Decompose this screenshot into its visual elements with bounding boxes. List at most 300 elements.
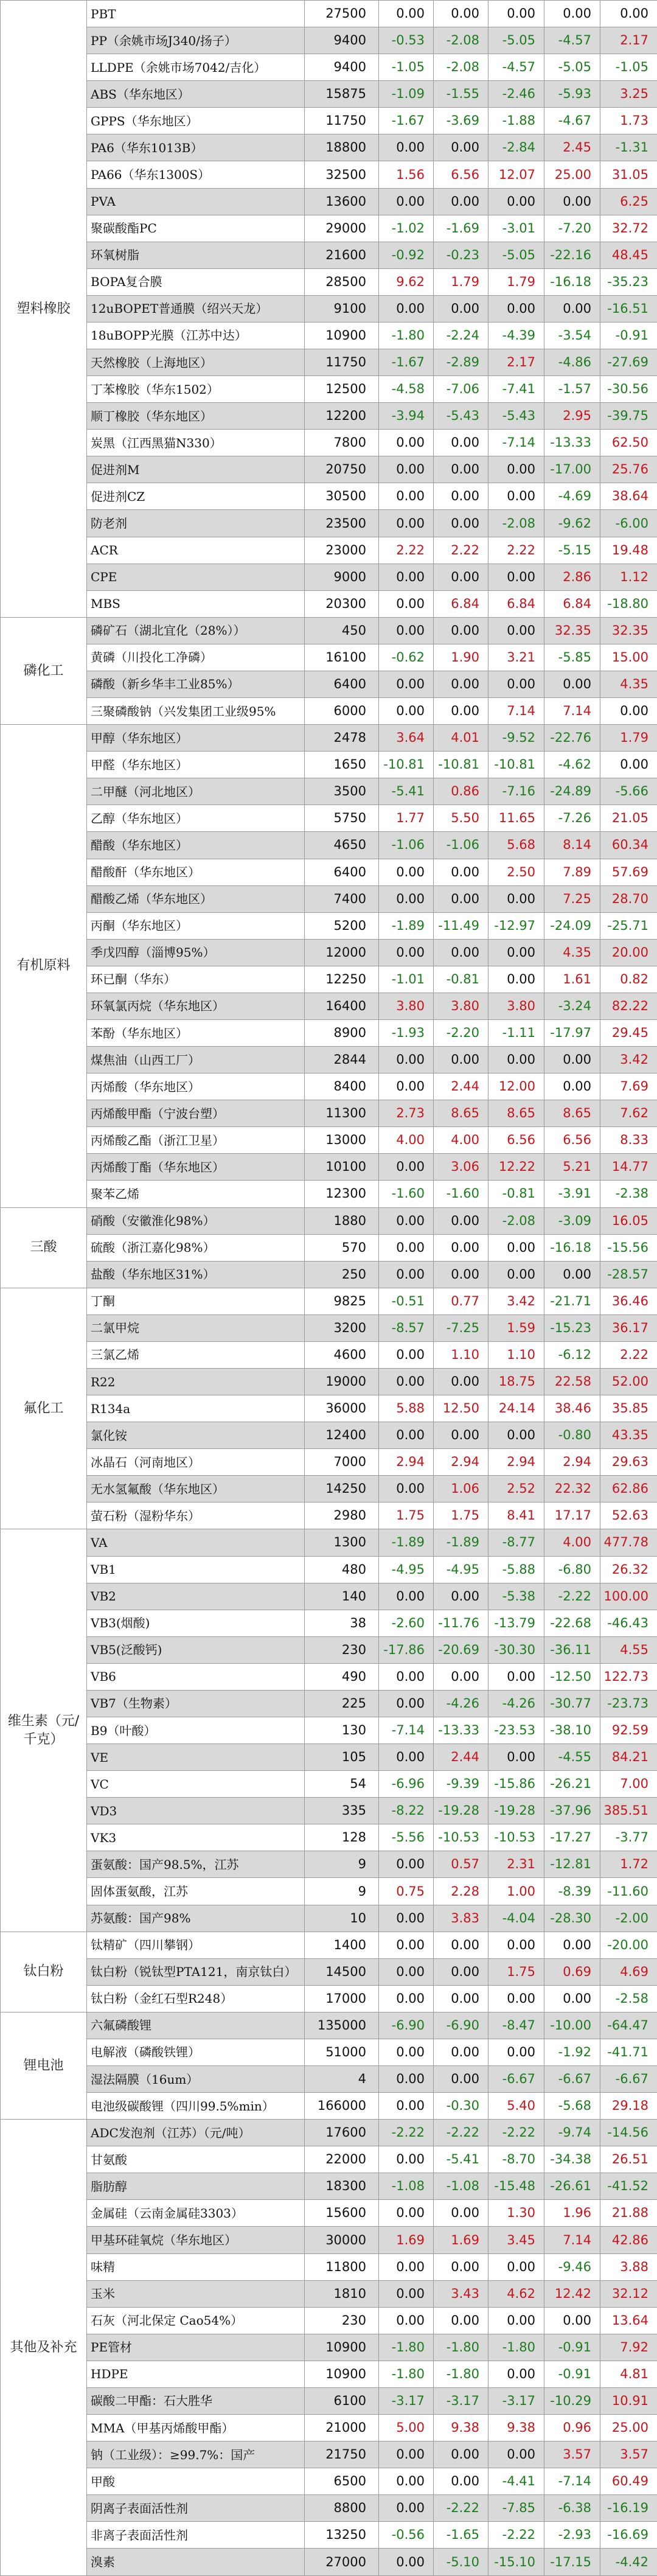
table-row <box>1 1529 657 1556</box>
change-d3: -5.43 <box>488 403 544 430</box>
price-value: 22000 <box>305 2146 379 2173</box>
change-d3: 0.00 <box>488 2442 544 2468</box>
change-d5: 84.21 <box>600 1744 657 1771</box>
change-d1: -5.56 <box>379 1824 434 1851</box>
product-name: MMA（甲基丙烯酸甲酯） <box>87 2415 305 2442</box>
price-value: 9400 <box>305 27 379 54</box>
change-d4: 2.94 <box>544 1449 600 1476</box>
change-d3: 0.00 <box>488 1663 544 1690</box>
change-d2: 9.38 <box>434 2415 488 2442</box>
change-d4: -3.24 <box>544 993 600 1019</box>
table-row <box>1 885 657 912</box>
change-d5: 1.73 <box>600 108 657 134</box>
product-name: 环氧树脂 <box>87 242 305 268</box>
change-d3: 2.94 <box>488 1449 544 1476</box>
change-d1: 0.00 <box>379 1341 434 1368</box>
price-value: 1810 <box>305 2280 379 2307</box>
change-d5: 15.00 <box>600 644 657 671</box>
product-name: VB3(烟酸) <box>87 1610 305 1636</box>
price-value: 11750 <box>305 108 379 134</box>
change-d3: -2.22 <box>488 2120 544 2146</box>
product-name: 溴素 <box>87 2549 305 2576</box>
change-d3: 5.68 <box>488 832 544 859</box>
change-d2: 0.00 <box>434 1422 488 1449</box>
change-d1: 0.00 <box>379 859 434 885</box>
change-d5: 4.35 <box>600 671 657 697</box>
product-name: VB1 <box>87 1556 305 1583</box>
change-d3: -30.30 <box>488 1636 544 1663</box>
change-d5: 0.00 <box>600 698 657 725</box>
price-value: 166000 <box>305 2093 379 2120</box>
change-d5: -6.67 <box>600 2066 657 2093</box>
price-value: 10100 <box>305 1154 379 1181</box>
change-d4: 0.00 <box>544 1047 600 1073</box>
table-row <box>1 1583 657 1610</box>
change-d1: -1.05 <box>379 54 434 81</box>
change-d5: -15.56 <box>600 1234 657 1261</box>
change-d4: -22.76 <box>544 725 600 752</box>
price-value: 36000 <box>305 1395 379 1422</box>
change-d5: 28.70 <box>600 885 657 912</box>
price-value: 5750 <box>305 805 379 832</box>
product-name: VB2 <box>87 1583 305 1610</box>
change-d5: 42.86 <box>600 2227 657 2253</box>
change-d3: -2.08 <box>488 510 544 537</box>
change-d5: -27.69 <box>600 349 657 376</box>
change-d3: -19.28 <box>488 1798 544 1824</box>
price-value: 10900 <box>305 322 379 349</box>
change-d3: 12.22 <box>488 1154 544 1181</box>
change-d3: 0.00 <box>488 1261 544 1288</box>
change-d2: 6.84 <box>434 590 488 617</box>
change-d2: -2.22 <box>434 2120 488 2146</box>
change-d2: 0.00 <box>434 2039 488 2065</box>
change-d5: -1.05 <box>600 54 657 81</box>
table-row <box>1 2280 657 2307</box>
change-d5: 52.00 <box>600 1368 657 1395</box>
change-d5: -46.43 <box>600 1610 657 1636</box>
change-d5: -2.38 <box>600 1181 657 1207</box>
change-d4: -5.15 <box>544 537 600 564</box>
table-row <box>1 617 657 644</box>
change-d1: 0.00 <box>379 2549 434 2576</box>
category-label: 其他及补充 <box>1 2120 87 2576</box>
table-row <box>1 1127 657 1154</box>
product-name: 甲醇（华东地区） <box>87 725 305 752</box>
table-row <box>1 1503 657 1529</box>
product-name: 醋酸（华东地区） <box>87 832 305 859</box>
price-value: 14500 <box>305 1958 379 1985</box>
price-value: 21750 <box>305 2442 379 2468</box>
change-d2: 0.00 <box>434 430 488 456</box>
change-d3: 3.80 <box>488 993 544 1019</box>
change-d4: 3.57 <box>544 2442 600 2468</box>
change-d4: -36.11 <box>544 1636 600 1663</box>
price-value: 1880 <box>305 1207 379 1234</box>
price-value: 23500 <box>305 510 379 537</box>
change-d3: -2.08 <box>488 1207 544 1234</box>
change-d5: 21.88 <box>600 2200 657 2227</box>
table-row <box>1 322 657 349</box>
table-row <box>1 2200 657 2227</box>
change-d3: -15.48 <box>488 2173 544 2200</box>
price-value: 13000 <box>305 1127 379 1154</box>
change-d3: -7.41 <box>488 376 544 403</box>
change-d3: -4.57 <box>488 54 544 81</box>
change-d1: -7.14 <box>379 1717 434 1744</box>
change-d4: -1.57 <box>544 376 600 403</box>
table-row <box>1 1744 657 1771</box>
price-value: 54 <box>305 1771 379 1798</box>
change-d1: 0.00 <box>379 510 434 537</box>
price-value: 11750 <box>305 349 379 376</box>
change-d4: -22.16 <box>544 242 600 268</box>
change-d5: 385.51 <box>600 1798 657 1824</box>
change-d4: 38.46 <box>544 1395 600 1422</box>
table-row <box>1 671 657 697</box>
change-d3: 0.00 <box>488 2039 544 2065</box>
change-d2: 0.00 <box>434 1207 488 1234</box>
product-name: 丁酮 <box>87 1288 305 1314</box>
change-d1: 3.64 <box>379 725 434 752</box>
change-d2: 5.50 <box>434 805 488 832</box>
change-d4: -22.68 <box>544 1610 600 1636</box>
table-row <box>1 134 657 161</box>
product-name: PVA <box>87 188 305 215</box>
product-name: 钛白粉（锐钛型PTA121，南京钛白） <box>87 1958 305 1985</box>
change-d4: -26.61 <box>544 2173 600 2200</box>
change-d2: 1.75 <box>434 1503 488 1529</box>
change-d2: 0.00 <box>434 698 488 725</box>
change-d1: -1.80 <box>379 2361 434 2387</box>
change-d4: 1.96 <box>544 2200 600 2227</box>
change-d2: 3.80 <box>434 993 488 1019</box>
table-row <box>1 1422 657 1449</box>
change-d4: -17.97 <box>544 1019 600 1046</box>
change-d1: 3.80 <box>379 993 434 1019</box>
price-value: 11300 <box>305 1100 379 1127</box>
change-d1: 0.00 <box>379 456 434 483</box>
price-value: 450 <box>305 617 379 644</box>
change-d2: 0.00 <box>434 671 488 697</box>
product-name: 煤焦油（山西工厂） <box>87 1047 305 1073</box>
change-d4: -6.38 <box>544 2495 600 2522</box>
change-d1: -1.89 <box>379 1529 434 1556</box>
price-value: 130 <box>305 1717 379 1744</box>
change-d4: 0.00 <box>544 671 600 697</box>
product-name: 防老剂 <box>87 510 305 537</box>
price-value: 1300 <box>305 1529 379 1556</box>
change-d4: -4.86 <box>544 349 600 376</box>
price-value: 15875 <box>305 81 379 108</box>
product-name: VB5(泛酸钙) <box>87 1636 305 1663</box>
price-value: 12500 <box>305 376 379 403</box>
table-row <box>1 2522 657 2549</box>
change-d3: -3.17 <box>488 2387 544 2414</box>
change-d2: 0.00 <box>434 1583 488 1610</box>
change-d1: 0.00 <box>379 1422 434 1449</box>
change-d1: 2.22 <box>379 537 434 564</box>
change-d3: 1.30 <box>488 2200 544 2227</box>
change-d3: 2.17 <box>488 349 544 376</box>
table-row <box>1 2253 657 2280</box>
change-d1: 0.00 <box>379 1154 434 1181</box>
change-d1: -1.08 <box>379 2173 434 2200</box>
change-d4: -15.23 <box>544 1314 600 1341</box>
change-d5: -1.31 <box>600 134 657 161</box>
price-value: 18300 <box>305 2173 379 2200</box>
change-d5: 1.12 <box>600 564 657 590</box>
product-name: 醋酸酐（华东地区） <box>87 859 305 885</box>
change-d1: 0.00 <box>379 1234 434 1261</box>
price-value: 6400 <box>305 859 379 885</box>
table-row <box>1 2415 657 2442</box>
change-d2: -1.08 <box>434 2173 488 2200</box>
change-d1: 0.00 <box>379 2442 434 2468</box>
change-d2: 12.50 <box>434 1395 488 1422</box>
change-d1: 0.00 <box>379 1851 434 1878</box>
change-d4: -38.10 <box>544 1717 600 1744</box>
change-d2: -6.90 <box>434 2012 488 2039</box>
change-d1: 0.00 <box>379 617 434 644</box>
table-row <box>1 805 657 832</box>
change-d5: 60.34 <box>600 832 657 859</box>
change-d2: 1.90 <box>434 644 488 671</box>
table-row <box>1 2442 657 2468</box>
change-d4: -7.14 <box>544 2468 600 2495</box>
change-d2: -1.06 <box>434 832 488 859</box>
table-row <box>1 644 657 671</box>
price-value: 128 <box>305 1824 379 1851</box>
product-name: 固体蛋氨酸，江苏 <box>87 1878 305 1905</box>
change-d3: 2.22 <box>488 537 544 564</box>
change-d5: -5.66 <box>600 778 657 805</box>
change-d1: -0.53 <box>379 27 434 54</box>
change-d4: 0.00 <box>544 1073 600 1100</box>
table-row <box>1 1717 657 1744</box>
change-d4: 6.56 <box>544 1127 600 1154</box>
product-name: 苯酚（华东地区） <box>87 1019 305 1046</box>
change-d1: 4.00 <box>379 1127 434 1154</box>
table-row <box>1 1341 657 1368</box>
table-row <box>1 2120 657 2146</box>
price-value: 8400 <box>305 1073 379 1100</box>
product-name: 醋酸乙烯（华东地区） <box>87 885 305 912</box>
price-value: 225 <box>305 1690 379 1717</box>
change-d5: 35.85 <box>600 1395 657 1422</box>
price-value: 12000 <box>305 939 379 966</box>
change-d1: 0.00 <box>379 1368 434 1395</box>
change-d4: -0.91 <box>544 2334 600 2361</box>
product-name: PBT <box>87 1 305 27</box>
change-d4: 22.32 <box>544 1476 600 1503</box>
table-row <box>1 1314 657 1341</box>
change-d4: -3.54 <box>544 322 600 349</box>
change-d1: -0.92 <box>379 242 434 268</box>
product-name: MBS <box>87 590 305 617</box>
change-d1: 5.88 <box>379 1395 434 1422</box>
change-d4: -8.39 <box>544 1878 600 1905</box>
table-row <box>1 1047 657 1073</box>
change-d4: -4.57 <box>544 27 600 54</box>
change-d3: -13.79 <box>488 1610 544 1636</box>
product-name: 盐酸（华东地区31%） <box>87 1261 305 1288</box>
table-row <box>1 1234 657 1261</box>
change-d1: 0.00 <box>379 1073 434 1100</box>
change-d3: 1.10 <box>488 1341 544 1368</box>
change-d4: 0.00 <box>544 1 600 27</box>
product-name: 18uBOPP光膜（江苏中达） <box>87 322 305 349</box>
change-d1: 5.00 <box>379 2415 434 2442</box>
change-d2: 1.10 <box>434 1341 488 1368</box>
change-d2: 0.00 <box>434 859 488 885</box>
table-row <box>1 1181 657 1207</box>
price-value: 9100 <box>305 295 379 322</box>
change-d3: 0.00 <box>488 1744 544 1771</box>
change-d5: -2.58 <box>600 1985 657 2012</box>
change-d1: -5.41 <box>379 778 434 805</box>
change-d2: 0.00 <box>434 188 488 215</box>
change-d1: 0.00 <box>379 430 434 456</box>
change-d2: -2.89 <box>434 349 488 376</box>
table-row <box>1 725 657 752</box>
change-d4: -3.91 <box>544 1181 600 1207</box>
change-d3: 0.00 <box>488 1 544 27</box>
table-row <box>1 1824 657 1851</box>
product-name: PA66（华东1300S） <box>87 161 305 188</box>
change-d3: 11.65 <box>488 805 544 832</box>
change-d3: 4.62 <box>488 2280 544 2307</box>
change-d5: 8.33 <box>600 1127 657 1154</box>
product-name: 脂肪醇 <box>87 2173 305 2200</box>
change-d3: -4.26 <box>488 1690 544 1717</box>
change-d3: 0.00 <box>488 2253 544 2280</box>
change-d5: -0.91 <box>600 322 657 349</box>
change-d3: -15.10 <box>488 2549 544 2576</box>
change-d2: 0.57 <box>434 1851 488 1878</box>
change-d3: -4.04 <box>488 1905 544 1932</box>
price-table-body <box>1 1 657 2576</box>
change-d1: 9.62 <box>379 268 434 295</box>
change-d4: 0.00 <box>544 188 600 215</box>
product-name: 湿法隔膜（16um） <box>87 2066 305 2093</box>
table-row <box>1 2146 657 2173</box>
change-d1: 2.73 <box>379 1100 434 1127</box>
change-d5: -35.23 <box>600 268 657 295</box>
change-d1: 0.00 <box>379 1583 434 1610</box>
change-d3: -5.38 <box>488 1583 544 1610</box>
change-d2: 0.00 <box>434 295 488 322</box>
change-d1: 0.00 <box>379 483 434 510</box>
product-name: 硝酸（安徽淮化98%） <box>87 1207 305 1234</box>
price-value: 16100 <box>305 644 379 671</box>
change-d2: -11.76 <box>434 1610 488 1636</box>
category-label: 磷化工 <box>1 617 87 724</box>
change-d1: -3.94 <box>379 403 434 430</box>
change-d4: -26.21 <box>544 1771 600 1798</box>
change-d5: 2.17 <box>600 27 657 54</box>
change-d1: 0.00 <box>379 2039 434 2065</box>
price-value: 9 <box>305 1878 379 1905</box>
product-name: ACR <box>87 537 305 564</box>
table-row <box>1 1100 657 1127</box>
price-value: 12250 <box>305 966 379 993</box>
product-name: ADC发泡剂（江苏）（元/吨） <box>87 2120 305 2146</box>
change-d2: 0.00 <box>434 2442 488 2468</box>
price-value: 135000 <box>305 2012 379 2039</box>
price-value: 7800 <box>305 430 379 456</box>
change-d5: -41.52 <box>600 2173 657 2200</box>
change-d3: 0.00 <box>488 2307 544 2334</box>
change-d3: 0.00 <box>488 2361 544 2387</box>
change-d2: -1.89 <box>434 1529 488 1556</box>
product-name: 磷酸（新乡华丰工业85%） <box>87 671 305 697</box>
product-name: 环氧氯丙烷（华东地区） <box>87 993 305 1019</box>
change-d3: -4.39 <box>488 322 544 349</box>
change-d2: 0.77 <box>434 1288 488 1314</box>
product-name: VK3 <box>87 1824 305 1851</box>
product-name: 冰晶石（河南地区） <box>87 1449 305 1476</box>
change-d5: 25.00 <box>600 2415 657 2442</box>
change-d4: -0.80 <box>544 1422 600 1449</box>
product-name: 丙酮（华东地区） <box>87 912 305 939</box>
change-d2: -9.39 <box>434 1771 488 1798</box>
category-label: 维生素（元/千克） <box>1 1529 87 1932</box>
change-d1: 0.00 <box>379 1047 434 1073</box>
price-value: 17000 <box>305 1985 379 2012</box>
change-d3: 0.00 <box>488 295 544 322</box>
price-value: 2844 <box>305 1047 379 1073</box>
change-d5: 3.88 <box>600 2253 657 2280</box>
product-name: 钛白粉（金红石型R248） <box>87 1985 305 2012</box>
change-d5: 0.82 <box>600 966 657 993</box>
change-d5: -18.80 <box>600 590 657 617</box>
change-d4: -5.93 <box>544 81 600 108</box>
table-row <box>1 2387 657 2414</box>
change-d3: -7.16 <box>488 778 544 805</box>
change-d3: -8.47 <box>488 2012 544 2039</box>
change-d3: -1.11 <box>488 1019 544 1046</box>
change-d2: 0.00 <box>434 1234 488 1261</box>
change-d4: 8.65 <box>544 1100 600 1127</box>
table-row <box>1 2361 657 2387</box>
change-d2: -13.33 <box>434 1717 488 1744</box>
change-d3: -15.86 <box>488 1771 544 1798</box>
table-row <box>1 1610 657 1636</box>
table-row <box>1 1798 657 1824</box>
change-d2: 0.00 <box>434 483 488 510</box>
change-d3: -7.85 <box>488 2495 544 2522</box>
price-value: 17600 <box>305 2120 379 2146</box>
table-row <box>1 456 657 483</box>
change-d4: 0.00 <box>544 2307 600 2334</box>
change-d5: 62.50 <box>600 430 657 456</box>
change-d5: 3.42 <box>600 1047 657 1073</box>
table-row <box>1 778 657 805</box>
price-value: 13250 <box>305 2522 379 2549</box>
change-d3: 0.00 <box>488 188 544 215</box>
change-d4: -12.50 <box>544 1663 600 1690</box>
change-d5: 36.46 <box>600 1288 657 1314</box>
change-d1: 0.00 <box>379 1663 434 1690</box>
table-row <box>1 108 657 134</box>
price-value: 2980 <box>305 1503 379 1529</box>
change-d4: 2.95 <box>544 403 600 430</box>
change-d4: -5.05 <box>544 54 600 81</box>
product-name: VC <box>87 1771 305 1798</box>
change-d4: -17.27 <box>544 1824 600 1851</box>
change-d5: 4.69 <box>600 1958 657 1985</box>
